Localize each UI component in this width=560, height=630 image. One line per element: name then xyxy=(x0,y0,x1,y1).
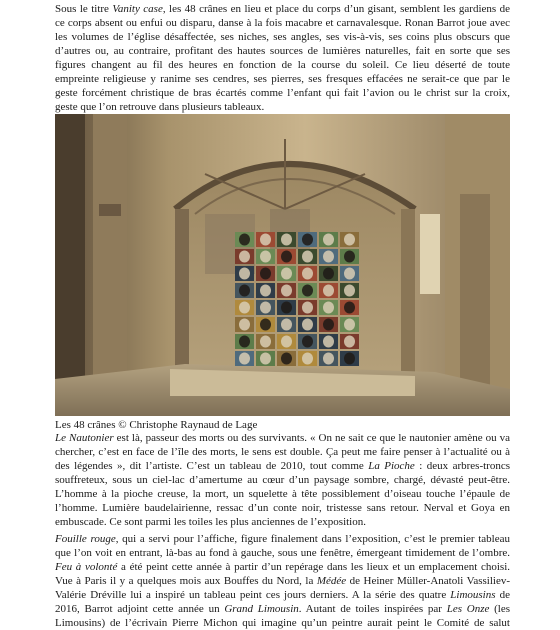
skull-figure xyxy=(344,302,355,314)
skull-figure xyxy=(344,353,355,365)
text-segment: empreinte religieuse y ranime ses cendres, ses pierres, ses fresques effacées ne serait-ce que par le xyxy=(55,73,510,85)
text-line xyxy=(55,487,510,501)
skull-figure xyxy=(302,302,313,314)
skull-figure xyxy=(302,234,313,246)
photo-48-cranes xyxy=(55,114,510,416)
italic-title: Le Nautonier xyxy=(55,432,114,444)
skull-figure xyxy=(344,336,355,348)
text-segment: geste forcément christique de bras écartés comme l’enfant qui fait l’avion ou le christ sur la croix, xyxy=(55,87,510,99)
skull-figure xyxy=(323,336,334,348)
text-segment: de xyxy=(495,589,510,601)
text-segment: les volumes de l’église désaffectée, ses niches, ses angles, ses vis-à-vis, ses coins plus obscurs que xyxy=(55,31,510,43)
skull-figure xyxy=(239,268,250,280)
skull-figure xyxy=(344,251,355,263)
text-line xyxy=(55,72,510,86)
skull-figure xyxy=(323,319,334,331)
text-line xyxy=(55,501,510,515)
skull-figure xyxy=(260,251,271,263)
text-segment: a été peint cette année à partir d’un repérage dans les lieux et un emplacement choisi. xyxy=(117,561,510,573)
skull-figure xyxy=(281,268,292,280)
skull-figure xyxy=(260,319,271,331)
skull-figure xyxy=(239,353,250,365)
skull-figure xyxy=(260,268,271,280)
text-line xyxy=(55,616,510,630)
skull-figure xyxy=(302,336,313,348)
text-segment: . Autant de toiles inspirées par xyxy=(298,603,447,615)
text-segment: ce corps absent ou enfui ou disparu, danse à la fois macabre et carnavalesque. Ronan Barrot joue avec xyxy=(55,17,510,29)
text-line xyxy=(55,431,510,445)
skull-figure xyxy=(281,302,292,314)
church-interior-photo xyxy=(55,114,510,416)
text-segment: Vue à Paris il y a quelques mois aux Bouffes du Nord, la xyxy=(55,575,317,587)
text-segment: Limousins) de l’écrivain Pierre Michon qui imagine qu’un peintre aurait peint le Comité de salut xyxy=(55,617,510,629)
text-segment: (les xyxy=(489,603,510,615)
text-segment: des légendes », dit l’artiste. C’est un tableau de 2010, tout comme xyxy=(55,460,369,472)
text-segment: Sous le titre xyxy=(55,3,113,15)
skull-figure xyxy=(323,353,334,365)
italic-title: Médée xyxy=(316,575,347,587)
text-line xyxy=(55,588,510,602)
paragraph-nautonier xyxy=(55,431,510,529)
skull-figure xyxy=(281,251,292,263)
text-line xyxy=(55,86,510,100)
skull-figure xyxy=(281,285,292,297)
text-line xyxy=(55,44,510,58)
italic-title: Vanity case xyxy=(112,3,163,15)
skull-figure xyxy=(323,302,334,314)
skull-figure xyxy=(260,234,271,246)
skull-figure xyxy=(302,319,313,331)
text-segment: geste que l’on retrouve dans plusieurs tableaux. xyxy=(55,101,265,113)
skull-figure xyxy=(344,234,355,246)
text-line xyxy=(55,560,510,574)
text-segment: Valérie Dréville lui a inspiré un tableau peint ces jours derniers. A la série des quatre xyxy=(55,589,451,601)
text-segment: L’homme à la pioche creuse, la mort, un squelette à tête possiblement d’oiseau touche l’épaule de xyxy=(55,488,510,500)
skull-figure xyxy=(239,234,250,246)
italic-title: Feu à volonté xyxy=(55,561,118,573)
text-line xyxy=(55,473,510,487)
paragraph-fouille-rouge xyxy=(55,532,510,630)
photo-caption: Les 48 crânes © Christophe Raynaud de Lage xyxy=(55,419,258,431)
skull-figure xyxy=(323,285,334,297)
skull-figure xyxy=(281,353,292,365)
text-segment: chercher, c’est en face de l’île des morts, le sens est double. Ça peut me faire penser à l’actualité ou à xyxy=(55,446,510,458)
skull-figure xyxy=(281,336,292,348)
text-line xyxy=(55,574,510,588)
text-segment: de Heiner Müller-Anatoli Vassiliev- xyxy=(346,575,510,587)
text-line xyxy=(55,532,510,546)
skull-figure xyxy=(344,285,355,297)
skull-figure xyxy=(239,285,250,297)
skull-figure xyxy=(260,302,271,314)
text-segment: est là, passeur des morts ou des survivants. « On ne sait ce que le nautonier amène ou va xyxy=(113,432,510,444)
skull-figure xyxy=(344,319,355,331)
text-segment: l’homme. Lumière baudelairienne, ressac d’un conte noir, tristesse sans retour. Nerval et Goya en xyxy=(55,502,510,514)
skull-figure xyxy=(323,251,334,263)
text-line xyxy=(55,546,510,560)
skull-figure xyxy=(323,234,334,246)
italic-title: Grand Limousin xyxy=(224,603,299,615)
text-line xyxy=(55,445,510,459)
skull-figure xyxy=(302,268,313,280)
text-segment: d’autres ou, au contraire, profitant des hautes sources de lumières naturelles, fait en sorte que ses xyxy=(55,45,510,57)
skull-figure xyxy=(344,268,355,280)
italic-title: Les Onze xyxy=(446,603,490,615)
skull-figure xyxy=(239,319,250,331)
skull-figure xyxy=(239,336,250,348)
skull-figure xyxy=(239,302,250,314)
italic-title: Limousins xyxy=(450,589,496,601)
skull-figure xyxy=(239,251,250,263)
text-line xyxy=(55,30,510,44)
skull-figure xyxy=(281,234,292,246)
skull-figure xyxy=(260,353,271,365)
text-line xyxy=(55,459,510,473)
text-line xyxy=(55,602,510,616)
text-segment: figures changent au fil des heures en fonction de la course du soleil. Ce lieu déserté de toute xyxy=(55,59,510,71)
text-segment: , les 48 crânes en lieu et place du corps d’un gisant, semblent les gardiens de xyxy=(162,3,510,15)
text-segment: , qui a servi pour l’affiche, figure finalement dans l’exposition, c’est le premier tableau xyxy=(115,533,510,545)
italic-title: Fouille rouge xyxy=(55,533,116,545)
skull-figure xyxy=(260,285,271,297)
italic-title: La Pioche xyxy=(368,460,415,472)
text-segment: : deux arbres-troncs xyxy=(414,460,510,472)
text-segment: que l’on voit en entrant, là-bas au fond à gauche, sous une fenêtre, émergeant timidement de l’ombre. xyxy=(55,547,510,559)
skull-figure xyxy=(302,251,313,263)
text-line xyxy=(55,515,510,529)
skull-figure xyxy=(260,336,271,348)
skull-figure xyxy=(302,353,313,365)
skull-figure xyxy=(302,285,313,297)
text-line xyxy=(55,100,510,114)
text-line xyxy=(55,16,510,30)
text-segment: 2016, Barrot adjoint cette année un xyxy=(55,603,225,615)
skull-figure xyxy=(323,268,334,280)
text-line xyxy=(55,58,510,72)
paragraph-vanity-case xyxy=(55,2,510,114)
skull-figure xyxy=(281,319,292,331)
text-line xyxy=(55,2,510,16)
text-segment: souffreteux, sous un ciel-lac d’amertume au cœur d’un paysage sombre, chargé, dévasté peut-être. xyxy=(55,474,510,486)
text-segment: embuscade. Ce sont parmi les toiles les plus anciennes de l’exposition. xyxy=(55,516,366,528)
